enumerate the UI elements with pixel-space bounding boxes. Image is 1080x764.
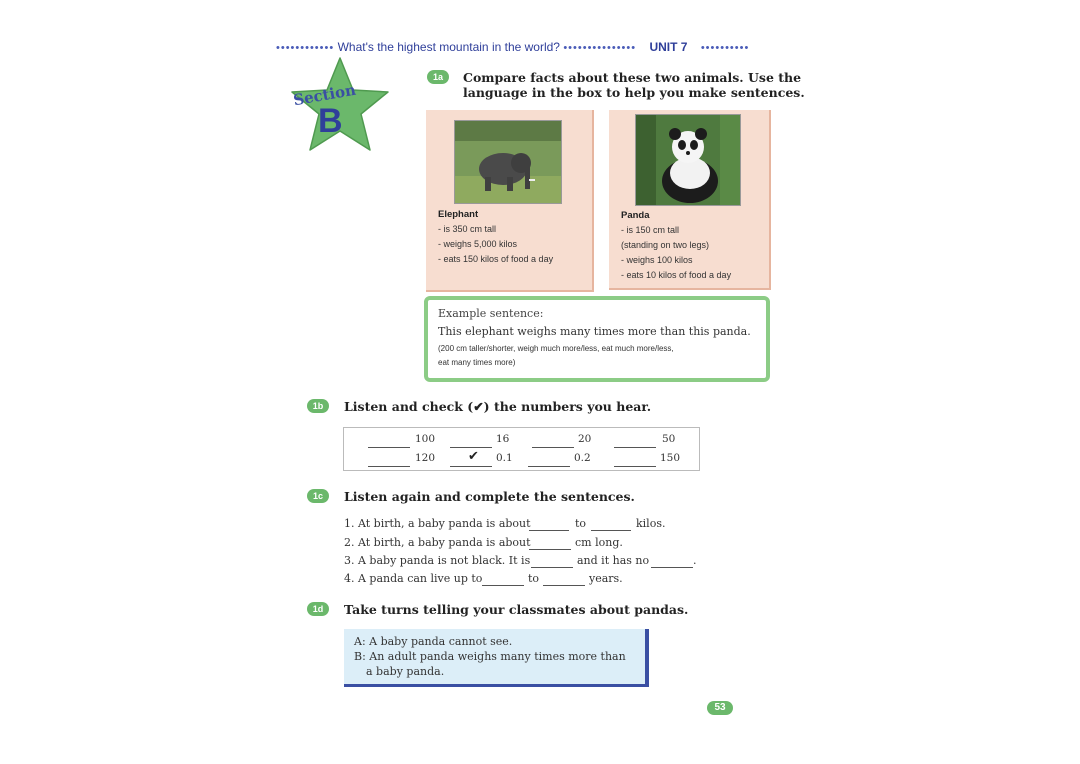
activity-badge-1a: 1a [427, 70, 449, 84]
instruction-1c: Listen again and complete the sentences. [344, 489, 635, 504]
check-blank[interactable] [532, 447, 574, 448]
header-dots-middle: ••••••••••••••• [563, 42, 637, 54]
check-blank[interactable] [614, 447, 656, 448]
instruction-1b: Listen and check (✔) the numbers you hear. [344, 399, 652, 414]
elephant-name: Elephant [438, 209, 479, 220]
number-option: 150 [660, 452, 681, 464]
number-option: 0.1 [496, 452, 513, 464]
instruction-1a-line1: Compare facts about these two animals. Use the [463, 70, 802, 85]
elephant-photo [454, 120, 562, 204]
answer-blank[interactable] [529, 549, 571, 550]
check-blank[interactable] [614, 466, 656, 467]
sentence-4-part-c: years. [589, 572, 623, 585]
dialogue-line-a: A: A baby panda cannot see. [354, 635, 513, 648]
sentence-2-part-a: 2. At birth, a baby panda is about [344, 536, 531, 549]
activity-badge-1c: 1c [307, 489, 329, 503]
sentence-1-part-b: to [575, 517, 587, 530]
number-option: 100 [415, 433, 436, 445]
dialogue-line-b: B: An adult panda weighs many times more than [354, 650, 626, 663]
number-option: 0.2 [574, 452, 591, 464]
answer-blank[interactable] [651, 567, 693, 568]
number-option: 16 [496, 433, 510, 445]
dialogue-line-b-cont: a baby panda. [366, 665, 445, 678]
elephant-fact-1: - is 350 cm tall [438, 224, 497, 234]
example-hint-line1: (200 cm taller/shorter, weigh much more/less, eat much more/less, [438, 344, 674, 353]
sentence-3-part-a: 3. A baby panda is not black. It is [344, 554, 531, 567]
sentence-3-part-c: . [693, 554, 697, 567]
unit-label: UNIT 7 [649, 40, 688, 54]
panda-fact-1: - is 150 cm tall [621, 225, 680, 235]
number-option: 120 [415, 452, 436, 464]
numbers-box [343, 427, 700, 471]
check-blank[interactable] [450, 466, 492, 467]
answer-blank[interactable] [482, 585, 524, 586]
check-mark-icon: ✔ [468, 449, 479, 464]
instruction-1a-line2: language in the box to help you make sentences. [463, 85, 805, 100]
example-hint-line2: eat many times more) [438, 358, 516, 367]
check-blank[interactable] [368, 466, 410, 467]
header-dots-left: •••••••••••• [276, 42, 335, 54]
elephant-fact-3: - eats 150 kilos of food a day [438, 254, 554, 264]
elephant-card [426, 110, 594, 292]
section-letter: B [318, 102, 343, 140]
number-option: 50 [662, 433, 676, 445]
panda-fact-3: - weighs 100 kilos [621, 255, 693, 265]
answer-blank[interactable] [531, 567, 573, 568]
sentence-4-part-b: to [528, 572, 540, 585]
check-blank[interactable] [368, 447, 410, 448]
sentence-2-part-b: cm long. [575, 536, 623, 549]
panda-name: Panda [621, 210, 650, 221]
sentence-3-part-b: and it has no [577, 554, 650, 567]
sentence-4-part-a: 4. A panda can live up to [344, 572, 483, 585]
section-word: Section [291, 80, 358, 110]
check-blank[interactable] [450, 447, 492, 448]
sentence-1-part-a: 1. At birth, a baby panda is about [344, 517, 531, 530]
activity-badge-1b: 1b [307, 399, 329, 413]
example-sentence: This elephant weighs many times more than this panda. [438, 325, 751, 338]
example-box [424, 296, 770, 382]
instruction-1d: Take turns telling your classmates about pandas. [344, 602, 689, 617]
panda-fact-4: - eats 10 kilos of food a day [621, 270, 732, 280]
panda-fact-2: (standing on two legs) [621, 240, 710, 250]
sentence-1-part-c: kilos. [636, 517, 666, 530]
panda-card [609, 110, 771, 290]
example-label: Example sentence: [438, 307, 544, 320]
dialogue-box [344, 629, 649, 687]
header-dots-right: •••••••••• [700, 42, 750, 54]
answer-blank[interactable] [529, 530, 569, 531]
page-number: 53 [707, 701, 733, 715]
answer-blank[interactable] [591, 530, 631, 531]
panda-photo [635, 114, 741, 206]
number-option: 20 [578, 433, 592, 445]
elephant-fact-2: - weighs 5,000 kilos [438, 239, 518, 249]
activity-badge-1d: 1d [307, 602, 329, 616]
check-blank[interactable] [528, 466, 570, 467]
answer-blank[interactable] [543, 585, 585, 586]
header-title: What's the highest mountain in the world? [337, 40, 560, 54]
